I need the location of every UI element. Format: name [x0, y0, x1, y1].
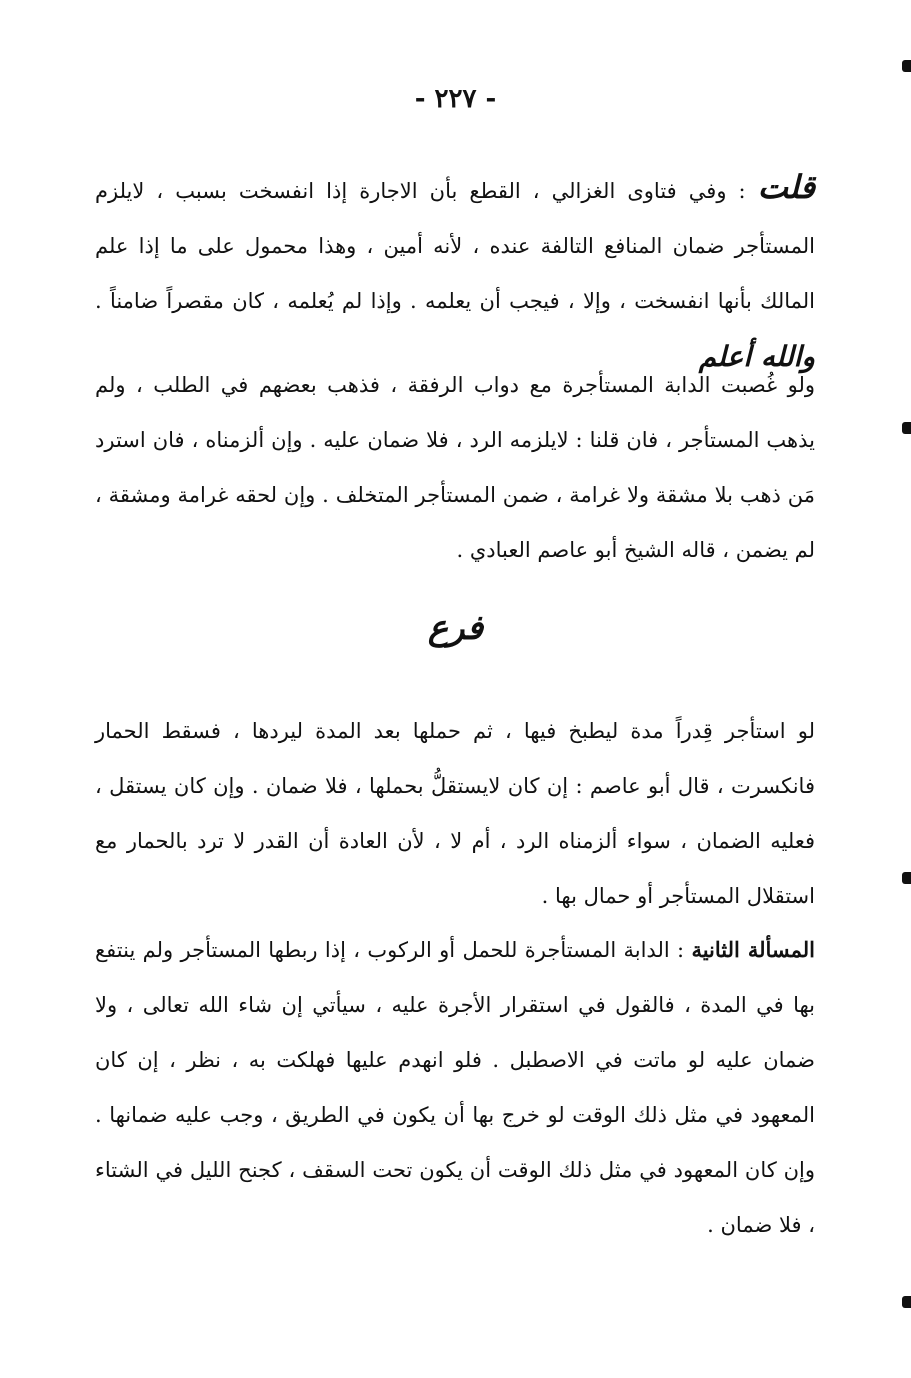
scan-edge-mark — [902, 60, 911, 72]
section-heading-far: فرع — [427, 608, 484, 648]
paragraph-body: ولو غُصبت الدابة المستأجرة مع دواب الرفقة ، فذهب بعضهم في الطلب ، ولم يذهب المستأجر ، فان قلنا : لايلزمه الرد ، فلا ضمان عليه . وإن ألزمناه ، فان استرد مَن ذهب بلا مشقة ولا غرامة ، ضمن المستأجر المتخلف . وإن لحقه غرامة ومشقة ، لم يضمن ، قاله الشيخ أبو عاصم العبادي . — [95, 373, 815, 562]
paragraph-body: : الدابة المستأجرة للحمل أو الركوب ، إذا ربطها المستأجر ولم ينتفع بها في المدة ، فالقول في استقرار الأجرة عليه ، سيأتي إن شاء الله تعالى ، ولا ضمان عليه لو ماتت في الاصطبل . فلو انهدم عليها فهلكت به ، نظر ، إن كان المعهود في مثل ذلك الوقت لو خرج بها أن يكون في الطريق ، وجب عليه ضمانها . وإن كان المعهود في مثل ذلك الوقت أن يكون تحت السقف ، كجنح الليل في الشتاء ، فلا ضمان . — [95, 938, 815, 1237]
paragraph-lead-qult: قلت — [757, 168, 815, 206]
page-number: - ٢٢٧ - — [414, 84, 497, 114]
paragraph-body: لو استأجر قِدراً مدة ليطبخ فيها ، ثم حملها بعد المدة ليردها ، فسقط الحمار فانكسرت ، قال أبو عاصم : إن كان لايستقلُّ بحملها ، فلا ضمان . وإن كان يستقل ، فعليه الضمان ، سواء ألزمناه الرد ، أم لا ، لأن العادة أن القدر لا ترد بالحمار مع استقلال المستأجر أو حمال بها . — [95, 719, 815, 908]
paragraph-lead-second-issue: المسألة الثانية — [691, 937, 815, 962]
scan-edge-mark — [902, 1296, 911, 1308]
paragraph-second-issue — [95, 922, 815, 1253]
paragraph-body: : وفي فتاوى الغزالي ، القطع بأن الاجارة إذا انفسخت بسبب ، لايلزم المستأجر ضمان المنافع التالفة عنده ، لأنه أمين ، وهذا محمول على ما إذا علم المالك بأنها انفسخت ، وإلا ، فيجب أن يعلمه . وإذا لم يُعلمه ، كان مقصراً ضامناً . — [95, 179, 815, 313]
paragraph-qidr — [95, 704, 815, 924]
closing-formula: والله أعلم — [698, 340, 815, 373]
scan-edge-mark — [902, 872, 911, 884]
paragraph-ghasb — [95, 358, 815, 578]
scan-edge-mark — [902, 422, 911, 434]
paragraph-qult — [95, 160, 815, 387]
